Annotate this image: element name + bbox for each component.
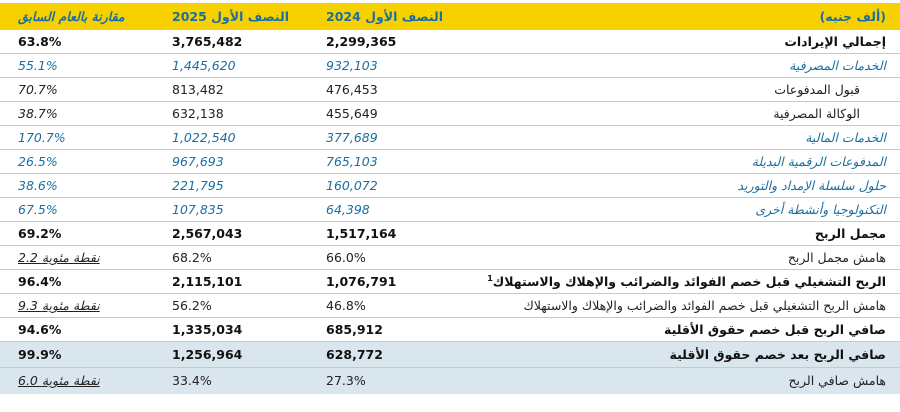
cell-change: 170.7% (18, 130, 66, 145)
cell-label: قبول المدفوعات (774, 82, 860, 97)
cell-change: 55.1% (18, 58, 58, 73)
table-row (0, 78, 900, 102)
cell-label: هامش مجمل الربح (787, 250, 886, 265)
cell-change: 63.8% (18, 34, 62, 49)
cell-h1-2025: 2,567,043 (172, 226, 243, 241)
cell-h1-2024: 2,299,365 (326, 34, 397, 49)
cell-h1-2025: 107,835 (172, 202, 224, 217)
table-row (0, 198, 900, 222)
cell-h1-2024: 932,103 (326, 58, 378, 73)
cell-label (466, 270, 886, 294)
cell-h1-2024: 765,103 (326, 154, 378, 169)
header-h1-2024: النصف الأول 2024 (326, 9, 443, 24)
cell-change: 67.5% (18, 202, 58, 217)
cell-h1-2025: 68.2% (172, 250, 212, 265)
table-row (0, 318, 900, 342)
header-unit: (ألف جنيه) (819, 9, 886, 24)
table-row (0, 126, 900, 150)
table-row (0, 294, 900, 318)
cell-change: 96.4% (18, 274, 62, 289)
cell-change: 94.6% (18, 322, 62, 337)
table-row (0, 30, 900, 54)
table-row (0, 222, 900, 246)
table-row (0, 150, 900, 174)
cell-label: حلول سلسلة الإمداد والتوريد (737, 178, 886, 193)
cell-h1-2025: 1,445,620 (172, 58, 236, 73)
table-row (0, 246, 900, 270)
cell-h1-2025: 632,138 (172, 106, 224, 121)
cell-change: 99.9% (18, 347, 62, 362)
cell-label: المدفوعات الرقمية البديلة (751, 154, 886, 169)
cell-change: 9.3 نقطة مئوية (18, 298, 100, 313)
cell-label-text: الربح التشغيلي قبل خصم الفوائد والضرائب والإهلاك والاستهلاك (492, 274, 886, 289)
cell-label: إجمالي الإيرادات (784, 34, 886, 49)
cell-change: 38.6% (18, 178, 58, 193)
cell-change: 38.7% (18, 106, 58, 121)
cell-change: 70.7% (18, 82, 58, 97)
cell-change: 2.2 نقطة مئوية (18, 250, 100, 265)
table-row-highlighted (0, 342, 900, 368)
cell-label: صافي الربح قبل خصم حقوق الأقلية (664, 322, 886, 337)
cell-h1-2025: 2,115,101 (172, 274, 243, 289)
cell-h1-2025: 1,022,540 (172, 130, 236, 145)
cell-label: مجمل الربح (814, 226, 886, 241)
cell-h1-2024: 377,689 (326, 130, 378, 145)
cell-label: الوكالة المصرفية (773, 106, 860, 121)
table-row (0, 270, 900, 294)
cell-h1-2025: 56.2% (172, 298, 212, 313)
cell-h1-2025: 3,765,482 (172, 34, 243, 49)
header-change: مقارنة بالعام السابق (18, 9, 125, 24)
cell-h1-2024: 455,649 (326, 106, 378, 121)
header-h1-2025: النصف الأول 2025 (172, 9, 289, 24)
cell-h1-2025: 221,795 (172, 178, 224, 193)
cell-h1-2025: 33.4% (172, 373, 212, 388)
cell-label: هامش الربح التشغيلي قبل خصم الفوائد والضرائب والإهلاك والاستهلاك (523, 298, 886, 313)
cell-h1-2024: 64,398 (326, 202, 370, 217)
cell-change: 26.5% (18, 154, 58, 169)
cell-h1-2025: 813,482 (172, 82, 224, 97)
table-row-highlighted (0, 368, 900, 394)
cell-change: 6.0 نقطة مئوية (18, 373, 100, 388)
cell-label: التكنولوجيا وأنشطة أخرى (755, 202, 886, 217)
table-row (0, 102, 900, 126)
cell-label: هامش صافي الربح (788, 373, 886, 388)
cell-label: الخدمات المالية (805, 130, 886, 145)
cell-h1-2025: 1,335,034 (172, 322, 243, 337)
cell-h1-2024: 27.3% (326, 373, 366, 388)
table-header (0, 3, 900, 30)
cell-h1-2024: 1,517,164 (326, 226, 397, 241)
cell-change: 69.2% (18, 226, 62, 241)
cell-label: الخدمات المصرفية (789, 58, 886, 73)
table-row (0, 54, 900, 78)
cell-h1-2024: 476,453 (326, 82, 378, 97)
table-row (0, 174, 900, 198)
cell-h1-2024: 46.8% (326, 298, 366, 313)
cell-h1-2024: 685,912 (326, 322, 383, 337)
cell-h1-2025: 1,256,964 (172, 347, 243, 362)
cell-h1-2024: 66.0% (326, 250, 366, 265)
cell-h1-2025: 967,693 (172, 154, 224, 169)
footnote-marker: 1 (487, 273, 493, 283)
cell-label: صافي الربح بعد خصم حقوق الأقلية (669, 347, 886, 362)
cell-h1-2024: 1,076,791 (326, 274, 397, 289)
cell-h1-2024: 160,072 (326, 178, 378, 193)
cell-h1-2024: 628,772 (326, 347, 383, 362)
